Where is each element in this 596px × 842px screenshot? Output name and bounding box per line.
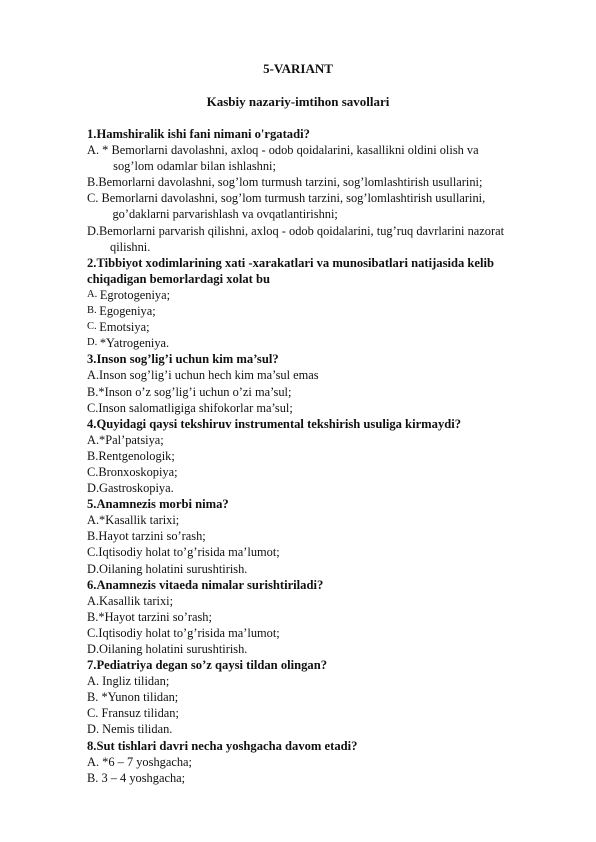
option-text xyxy=(102,754,535,770)
option-text xyxy=(99,319,535,335)
document-title: 5-VARIANT xyxy=(263,61,333,76)
option-text xyxy=(98,544,535,560)
answer-option xyxy=(87,464,535,480)
question-block xyxy=(87,577,535,657)
option-text xyxy=(101,770,535,786)
option-line: Oilaning holatini surushtirish. xyxy=(99,561,248,576)
option-line: Hayot tarzini so’rash; xyxy=(98,529,206,544)
answer-option xyxy=(87,528,535,544)
answer-option xyxy=(87,400,535,416)
option-text xyxy=(98,625,535,641)
option-line: *6 – 7 yoshgacha; xyxy=(102,754,192,769)
option-line: Nemis tilidan. xyxy=(102,722,173,737)
option-text xyxy=(99,480,535,496)
option-line: Bemorlarni parvarish qilishni, axloq - odob qoidalarini, tug’ruq davrlarini nazorat xyxy=(99,223,505,238)
option-label: A. xyxy=(87,432,100,447)
question-text: 5.Anamnezis morbi nima? xyxy=(87,497,229,512)
question-block xyxy=(87,126,535,255)
option-label: A. xyxy=(87,368,100,383)
option-label: D. xyxy=(87,223,100,238)
answer-option xyxy=(87,384,535,400)
option-line: Egrotogeniya; xyxy=(99,287,171,302)
option-line: Fransuz tilidan; xyxy=(101,706,179,721)
option-line: Iqtisodiy holat to’g’risida ma’lumot; xyxy=(98,625,280,640)
option-line: sog’lom odamlar bilan ishlashni; xyxy=(113,159,276,174)
question-block xyxy=(87,416,535,496)
answer-option xyxy=(87,721,535,737)
option-text xyxy=(100,287,535,303)
option-line: *Hayot tarzini so’rash; xyxy=(98,609,212,624)
answer-option xyxy=(87,287,535,303)
answer-option xyxy=(87,512,535,528)
option-label: C. xyxy=(87,706,102,721)
option-line: Oilaning holatini surushtirish. xyxy=(99,642,248,656)
option-line: *Kasallik tarixi; xyxy=(99,513,180,528)
option-label: B. xyxy=(87,305,100,317)
option-label: D. xyxy=(87,481,100,496)
answer-option xyxy=(87,174,535,190)
option-line: Bemorlarni davolashni, sog’lom turmush tarzini, sog’lomlashtirish usullarini; xyxy=(98,175,483,190)
option-label: B. xyxy=(87,609,99,624)
option-line: *Pal’patsiya; xyxy=(99,432,164,447)
option-line: Kasallik tarixi; xyxy=(99,593,174,608)
option-line: *Inson o’z sog’lig’i uchun o’zi ma’sul; xyxy=(98,384,292,399)
answer-option xyxy=(87,593,535,609)
option-label: D. xyxy=(87,561,100,576)
question-block xyxy=(87,738,535,786)
option-line: Bemorlarni davolashni, sog’lom turmush tarzini, sog’lomlashtirish usullarini, xyxy=(101,191,486,206)
option-label: B. xyxy=(87,175,99,190)
answer-option xyxy=(87,625,535,641)
option-label: A. xyxy=(87,288,100,300)
option-label: D. xyxy=(87,642,100,656)
answer-option xyxy=(87,319,535,335)
option-label: D. xyxy=(87,337,100,349)
answer-option xyxy=(87,142,535,174)
answer-option xyxy=(87,432,535,448)
option-label: A. xyxy=(87,513,100,528)
answer-option xyxy=(87,480,535,496)
option-line: Iqtisodiy holat to’g’risida ma’lumot; xyxy=(98,545,280,560)
option-text xyxy=(99,512,535,528)
option-line: Ingliz tilidan; xyxy=(102,674,170,689)
answer-option xyxy=(87,544,535,560)
answer-option xyxy=(87,770,535,786)
question-text: 8.Sut tishlari davri necha yoshgacha davom etadi? xyxy=(87,738,358,753)
option-label: C. xyxy=(87,464,99,479)
option-line: * Bemorlarni davolashni, axloq - odob qoidalarini, kasallikni oldini olish va xyxy=(102,143,479,158)
option-text xyxy=(98,609,535,625)
option-label: C. xyxy=(87,321,100,333)
document-subtitle: Kasbiy nazariy-imtihon savollari xyxy=(206,94,390,109)
option-text xyxy=(102,721,535,737)
option-text xyxy=(99,303,535,319)
answer-option xyxy=(87,448,535,464)
option-label: B. xyxy=(87,529,99,544)
option-label: B. xyxy=(87,384,99,399)
option-text xyxy=(101,705,535,721)
option-line: Bronxoskopiya; xyxy=(98,464,178,479)
option-text xyxy=(101,689,535,705)
answer-option xyxy=(87,223,535,255)
answer-option xyxy=(87,641,535,657)
option-text xyxy=(100,335,535,351)
option-text xyxy=(102,673,535,689)
option-label: C. xyxy=(87,191,102,206)
option-line: Inson salomatligiga shifokorlar ma’sul; xyxy=(98,400,293,415)
option-line: Egogeniya; xyxy=(99,304,156,319)
option-line: *Yatrogeniya. xyxy=(99,336,170,351)
answer-option xyxy=(87,705,535,721)
option-line: Rentgenologik; xyxy=(98,448,175,463)
answer-option xyxy=(87,367,535,383)
option-text xyxy=(101,190,535,222)
question-text: 3.Inson sog’lig’i uchun kim ma’sul? xyxy=(87,352,279,367)
answer-option xyxy=(87,303,535,319)
option-line: Inson sog’lig’i uchun hech kim ma’sul emas xyxy=(99,368,319,383)
answer-option xyxy=(87,609,535,625)
option-label: A. xyxy=(87,593,100,608)
answer-option xyxy=(87,754,535,770)
option-text xyxy=(99,593,535,609)
question-text: 6.Anamnezis vitaeda nimalar surishtiriladi? xyxy=(87,577,324,592)
option-text xyxy=(99,561,535,577)
question-text: 4.Quyidagi qaysi tekshiruv instrumental tekshirish usuliga kirmaydi? xyxy=(87,416,462,431)
option-label: A. xyxy=(87,754,103,769)
option-label: C. xyxy=(87,545,99,560)
option-text xyxy=(98,174,535,190)
option-line: qilishni. xyxy=(110,239,151,254)
question-block xyxy=(87,351,535,415)
option-label: D. xyxy=(87,722,103,737)
option-label: A. xyxy=(87,143,103,158)
option-label: C. xyxy=(87,400,99,415)
answer-option xyxy=(87,561,535,577)
question-text: 1.Hamshiralik ishi fani nimani o'rgatadi? xyxy=(87,127,310,141)
option-text xyxy=(98,464,535,480)
option-text xyxy=(99,432,535,448)
option-text xyxy=(98,448,535,464)
question-text: 2.Tibbiyot xodimlarining xati -xarakatlari va munosibatlari natijasida kelib chiqadigan bemorlardagi xolat bu xyxy=(87,255,495,286)
answer-option xyxy=(87,335,535,351)
question-block xyxy=(87,657,535,737)
option-line: Emotsiya; xyxy=(99,320,150,335)
option-label: C. xyxy=(87,625,99,640)
option-label: B. xyxy=(87,770,102,785)
option-text xyxy=(99,223,535,255)
option-label: B. xyxy=(87,690,102,705)
question-block xyxy=(87,255,535,352)
answer-option xyxy=(87,190,535,222)
question-text: 7.Pediatriya degan so’z qaysi tildan olingan? xyxy=(87,658,328,673)
answer-option xyxy=(87,689,535,705)
option-text xyxy=(99,641,535,657)
option-line: go’daklarni parvarishlash va ovqatlantirishni; xyxy=(112,207,338,222)
question-block xyxy=(87,496,535,576)
option-text xyxy=(98,384,535,400)
option-line: *Yunon tilidan; xyxy=(101,690,179,705)
option-text xyxy=(98,400,535,416)
option-text xyxy=(102,142,535,174)
option-text xyxy=(98,528,535,544)
option-label: B. xyxy=(87,448,99,463)
option-label: A. xyxy=(87,674,103,689)
question-list xyxy=(87,126,535,786)
option-text xyxy=(99,367,535,383)
option-line: 3 – 4 yoshgacha; xyxy=(101,770,186,785)
option-line: Gastroskopiya. xyxy=(99,481,174,496)
answer-option xyxy=(87,673,535,689)
